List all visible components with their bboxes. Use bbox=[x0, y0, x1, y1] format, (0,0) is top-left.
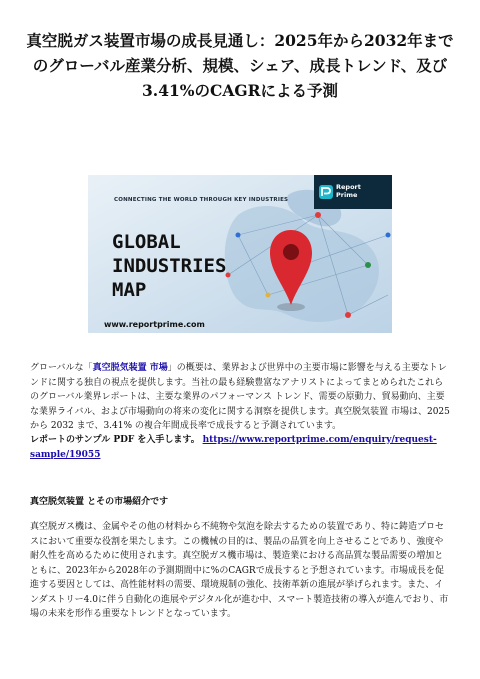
sample-request-link[interactable]: https://www.reportprime.com/enquiry/request-sample/19055 bbox=[30, 435, 437, 460]
hero-line-map: MAP bbox=[112, 279, 147, 301]
page-title: 真空脱ガス装置市場の成長見通し：2025年から2032年までのグローバル産業分析、規模、シェア、成長トレンド、及び3.41%のCAGRによる予測 bbox=[26, 31, 454, 100]
section-heading: 真空脱気装置 とその市場紹介です bbox=[30, 497, 169, 507]
intro-prefix: グローバルな「 bbox=[30, 363, 93, 373]
intro-paragraph bbox=[30, 361, 450, 434]
hero-tagline: CONNECTING THE WORLD THROUGH KEY INDUSTRIES bbox=[114, 197, 289, 203]
report-prime-logo-text bbox=[336, 183, 361, 199]
sample-label: レポートのサンプル PDF を入手します。 bbox=[30, 435, 200, 445]
report-prime-logo bbox=[314, 175, 392, 209]
hero-line-industries: INDUSTRIES bbox=[112, 255, 227, 277]
hero-image bbox=[88, 175, 392, 333]
intro-suffix: 」の概要は、業界および世界中の主要市場に影響を与える主要なトレンドに関する独自の視点を提供します。当社の最も経験豊富なアナリストによってまとめられたこれらのグローバル業界レポートは、主要な業界のパフォーマンス トレンド、需要の原動力、貿易動向、主要な業界ライバル、および市場動向の将来の変化に関する洞察を提供します。真空脱気装置 市場は、2025 から 2032 まで、3.41% の複合年間成長率で成長すると予測されています。 bbox=[30, 363, 450, 431]
body-paragraph: 真空脱ガス機は、金属やその他の材料から不純物や気泡を除去するための装置であり、特に鋳造プロセスにおいて重要な役割を果たします。この機械の目的は、製品の品質を向上させることであり、強度や耐久性を高めるために使用されます。真空脱ガス機市場は、製造業における高品質な製品需要の増加とともに、2023年から2028年の予測期間中に%のCAGRで成長すると予想されています。市場成長を促進する要因としては、高性能材料の需要、環境規制の強化、技術革新の進展が挙げられます。また、インダストリー4.0に伴う自動化の進展やデジタル化が進む中、スマート製造技術の導入が進んでおり、市場の未来を形作る重要なトレンドとなっています。 bbox=[30, 522, 449, 619]
hero-line-global: GLOBAL bbox=[112, 231, 181, 253]
sample-request bbox=[30, 433, 450, 462]
market-highlight-link[interactable]: 真空脱気装置 市場 bbox=[92, 363, 168, 373]
report-prime-logo-icon bbox=[318, 184, 334, 200]
logo-line-prime: Prime bbox=[336, 191, 358, 199]
hero-url: www.reportprime.com bbox=[104, 320, 205, 329]
logo-line-report: Report bbox=[336, 183, 361, 191]
